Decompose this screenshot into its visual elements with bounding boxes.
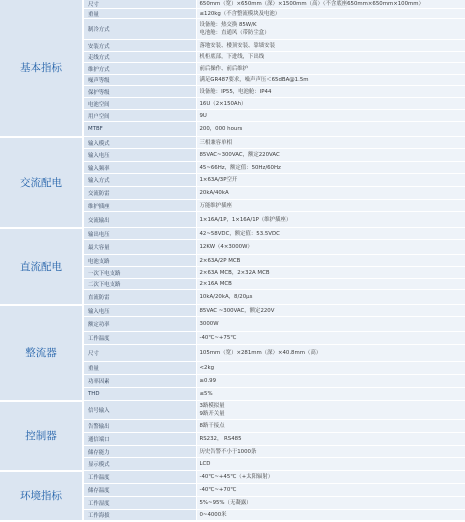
- row-label: 告警输出: [83, 420, 196, 433]
- row-label: 通信端口: [83, 433, 196, 446]
- row-value: 2×63A MCB，2×32A MCB: [196, 267, 465, 279]
- row-label: 工作温度: [83, 332, 196, 345]
- category-label: 环境指标: [0, 471, 83, 521]
- row-label: 输入电压: [83, 149, 196, 162]
- row-label: 交流输出: [83, 212, 196, 228]
- row-value: [196, 19, 465, 40]
- value-line: 电池舱：直通风（带防尘盒）: [200, 29, 465, 37]
- row-value: 2×63A/2P MCB: [196, 255, 465, 267]
- row-value: 20kA/40kA: [196, 187, 465, 200]
- row-label: 工作湿度: [83, 497, 196, 510]
- category-label: 交流配电: [0, 137, 83, 228]
- row-label: 电池支路: [83, 255, 196, 267]
- table-row: [0, 401, 465, 420]
- table-row: [0, 471, 465, 484]
- row-label: 用户空间: [83, 110, 196, 122]
- row-label: 电池空间: [83, 98, 196, 110]
- category-label: 直流配电: [0, 228, 83, 305]
- row-value: 12KW（4×3000W）: [196, 240, 465, 255]
- table-row: [0, 0, 465, 9]
- row-value: 200，000 hours: [196, 122, 465, 137]
- row-value: 85VAC ~300VAC，额定220V: [196, 305, 465, 317]
- value-line: 9路开关量: [200, 410, 465, 418]
- row-value: 1×16A/1P，1×16A/1P（维护插座）: [196, 212, 465, 228]
- row-value: 16U（2×150Ah）: [196, 98, 465, 110]
- row-label: 最大容量: [83, 240, 196, 255]
- row-label: 工作温度: [83, 471, 196, 484]
- row-label: 重量: [83, 9, 196, 19]
- row-label: 一次下电支路: [83, 267, 196, 279]
- row-value: 105mm（宽）×281mm（深）×40.8mm（高）: [196, 345, 465, 362]
- row-label: 尺寸: [83, 345, 196, 362]
- table-row: [0, 305, 465, 317]
- row-label: 输入模式: [83, 137, 196, 149]
- row-label: 储存能力: [83, 446, 196, 458]
- row-value: 三相兼容单相: [196, 137, 465, 149]
- row-label: 工作海拔: [83, 510, 196, 521]
- category-label: 控制器: [0, 401, 83, 471]
- row-value: 1×63A/3P空开: [196, 174, 465, 187]
- row-value: -40℃~+70℃: [196, 484, 465, 497]
- row-label: MTBF: [83, 122, 196, 137]
- table-row: [0, 228, 465, 240]
- row-value: 2×16A MCB: [196, 279, 465, 290]
- row-label: 功率因素: [83, 375, 196, 388]
- row-value: -40℃~+75℃: [196, 332, 465, 345]
- row-value: LCD: [196, 458, 465, 471]
- value-line: 设备舱：热交换 85W/K: [200, 21, 465, 29]
- row-value: 设备舱：IP55，电池舱：IP44: [196, 86, 465, 98]
- row-label: 保护等级: [83, 86, 196, 98]
- row-label: 尺寸: [83, 0, 196, 9]
- category-label: 整流器: [0, 305, 83, 401]
- row-label: 维护方式: [83, 63, 196, 75]
- row-label: 交流防雷: [83, 187, 196, 200]
- row-label: 制冷方式: [83, 19, 196, 40]
- row-value: 3000W: [196, 317, 465, 332]
- row-value: <2kg: [196, 362, 465, 375]
- row-value: 历史告警不小于1000条: [196, 446, 465, 458]
- row-label: 二次下电支路: [83, 279, 196, 290]
- row-value: 机柜底部，下进线，下出线: [196, 52, 465, 63]
- category-label: 基本指标: [0, 0, 83, 137]
- row-value: ≤120kg（不含整流模块及电池）: [196, 9, 465, 19]
- row-label: 信号输入: [83, 401, 196, 420]
- row-value: ≥0.99: [196, 375, 465, 388]
- row-value: 9U: [196, 110, 465, 122]
- row-value: 万能维护插座: [196, 200, 465, 212]
- row-value: RS232， RS485: [196, 433, 465, 446]
- row-value: 650mm（宽）×650mm（深）×1500mm（高）（不含底座650mm×650mm×100mm）: [196, 0, 465, 9]
- row-value: [196, 401, 465, 420]
- row-value: 45~66Hz，额定值：50Hz/60Hz: [196, 162, 465, 174]
- row-label: 显示模式: [83, 458, 196, 471]
- row-value: 85VAC~300VAC，额定220VAC: [196, 149, 465, 162]
- table-row: [0, 137, 465, 149]
- row-label: 输出电压: [83, 228, 196, 240]
- row-value: 落地安装、楼顶安装、靠墙安装: [196, 40, 465, 52]
- row-value: 满足GR487要求，噪声声压＜65dBA@1.5m: [196, 75, 465, 86]
- row-label: 重量: [83, 362, 196, 375]
- row-label: 噪声等级: [83, 75, 196, 86]
- row-label: THD: [83, 388, 196, 401]
- row-label: 输入电压: [83, 305, 196, 317]
- row-label: 输入频率: [83, 162, 196, 174]
- row-value: 5%~95%（无凝露）: [196, 497, 465, 510]
- value-line: 3路模拟量: [200, 402, 465, 410]
- row-label: 额定功率: [83, 317, 196, 332]
- row-value: ≤5%: [196, 388, 465, 401]
- row-value: 8路干接点: [196, 420, 465, 433]
- row-value: 前后操作、前后维护: [196, 63, 465, 75]
- row-value: -40℃~+45℃（+太阳辐射）: [196, 471, 465, 484]
- row-label: 维护插座: [83, 200, 196, 212]
- row-label: 输入方式: [83, 174, 196, 187]
- row-value: 0~4000米: [196, 510, 465, 521]
- row-label: 直流防雷: [83, 290, 196, 305]
- row-label: 安装方式: [83, 40, 196, 52]
- row-value: 10kA/20kA，8/20μs: [196, 290, 465, 305]
- row-label: 储存温度: [83, 484, 196, 497]
- row-label: 走线方式: [83, 52, 196, 63]
- row-value: 42~58VDC，额定值：53.5VDC: [196, 228, 465, 240]
